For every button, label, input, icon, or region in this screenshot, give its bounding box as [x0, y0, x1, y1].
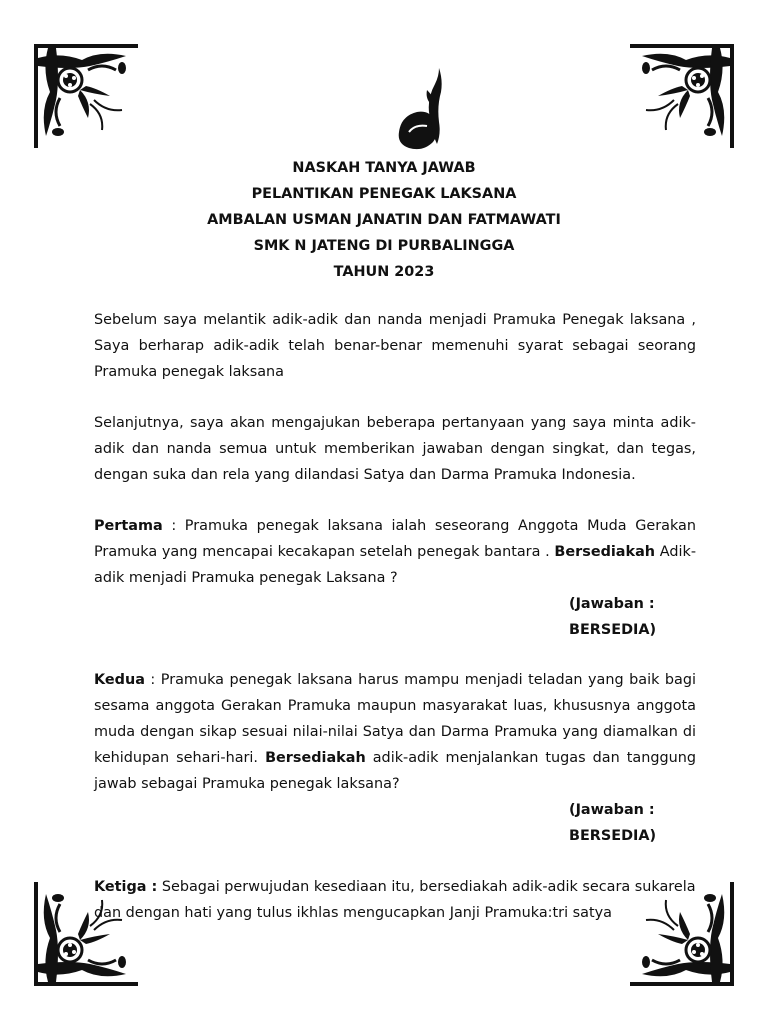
- floral-corner-ornament-top-right: [626, 40, 738, 152]
- question-1-emphasis: Bersediakah: [554, 544, 656, 560]
- document-title: [0, 155, 768, 285]
- answer-2-line-2: BERSEDIA): [569, 828, 657, 844]
- question-2-text-b: adik-adik menjalankan tugas dan tanggung jawab sebagai Pramuka penegak laksana?: [94, 750, 696, 792]
- floral-corner-icon: [30, 40, 142, 152]
- answer-2: [569, 797, 656, 849]
- tunas-kelapa-icon: [395, 66, 447, 152]
- title-line-2: PELANTIKAN PENEGAK LAKSANA: [251, 186, 517, 202]
- answer-2-line-1: (Jawaban :: [569, 802, 655, 818]
- question-2-text-a: : Pramuka penegak laksana harus mampu menjadi teladan yang baik bagi sesama anggota Gerakan Pramuka maupun masyarakat luas, khususnya anggota muda dengan sikap sesuai nilai-nilai Satya dan Darma Pramuka yang diamalkan di kehidupan sehari-hari.: [94, 672, 696, 766]
- question-3: [94, 874, 696, 926]
- tunas-kelapa-logo: [395, 66, 447, 152]
- title-line-3: AMBALAN USMAN JANATIN DAN FATMAWATI: [207, 212, 561, 228]
- question-2-label: Kedua: [94, 672, 145, 688]
- question-3-label: Ketiga :: [94, 879, 158, 895]
- question-1: [94, 513, 696, 591]
- question-3-text: Sebagai perwujudan kesediaan itu, bersediakah adik-adik secara sukarela dan dengan hati yang tulus ikhlas mengucapkan Janji Pramuka:tri satya: [94, 879, 696, 921]
- question-2: [94, 667, 696, 797]
- title-line-1: NASKAH TANYA JAWAB: [292, 160, 476, 176]
- question-2-emphasis: Bersediakah: [265, 750, 366, 766]
- question-1-text-b: Adik-adik menjadi Pramuka penegak Laksana ?: [94, 544, 697, 586]
- question-1-label: Pertama: [94, 518, 163, 534]
- answer-1-line-1: (Jawaban :: [569, 596, 655, 612]
- question-1-text-a: : Pramuka penegak laksana ialah seseorang Anggota Muda Gerakan Pramuka yang mencapai kecakapan setelah penegak bantara .: [94, 518, 696, 560]
- title-line-4: SMK N JATENG DI PURBALINGGA: [253, 238, 515, 254]
- instruction-paragraph: Selanjutnya, saya akan mengajukan beberapa pertanyaan yang saya minta adik-adik dan nanda semua untuk memberikan jawaban dengan singkat, dan tegas, dengan suka dan rela yang dilandasi Satya dan Darma Pramuka Indonesia.: [94, 415, 696, 483]
- floral-corner-icon: [626, 40, 738, 152]
- title-line-5: TAHUN 2023: [333, 264, 435, 280]
- floral-corner-ornament-top-left: [30, 40, 142, 152]
- answer-1-line-2: BERSEDIA): [569, 622, 657, 638]
- intro-paragraph: Sebelum saya melantik adik-adik dan nanda menjadi Pramuka Penegak laksana , Saya berharap adik-adik telah benar-benar memenuhi syarat sebagai seorang Pramuka penegak laksana: [94, 312, 696, 380]
- answer-1: [569, 591, 656, 643]
